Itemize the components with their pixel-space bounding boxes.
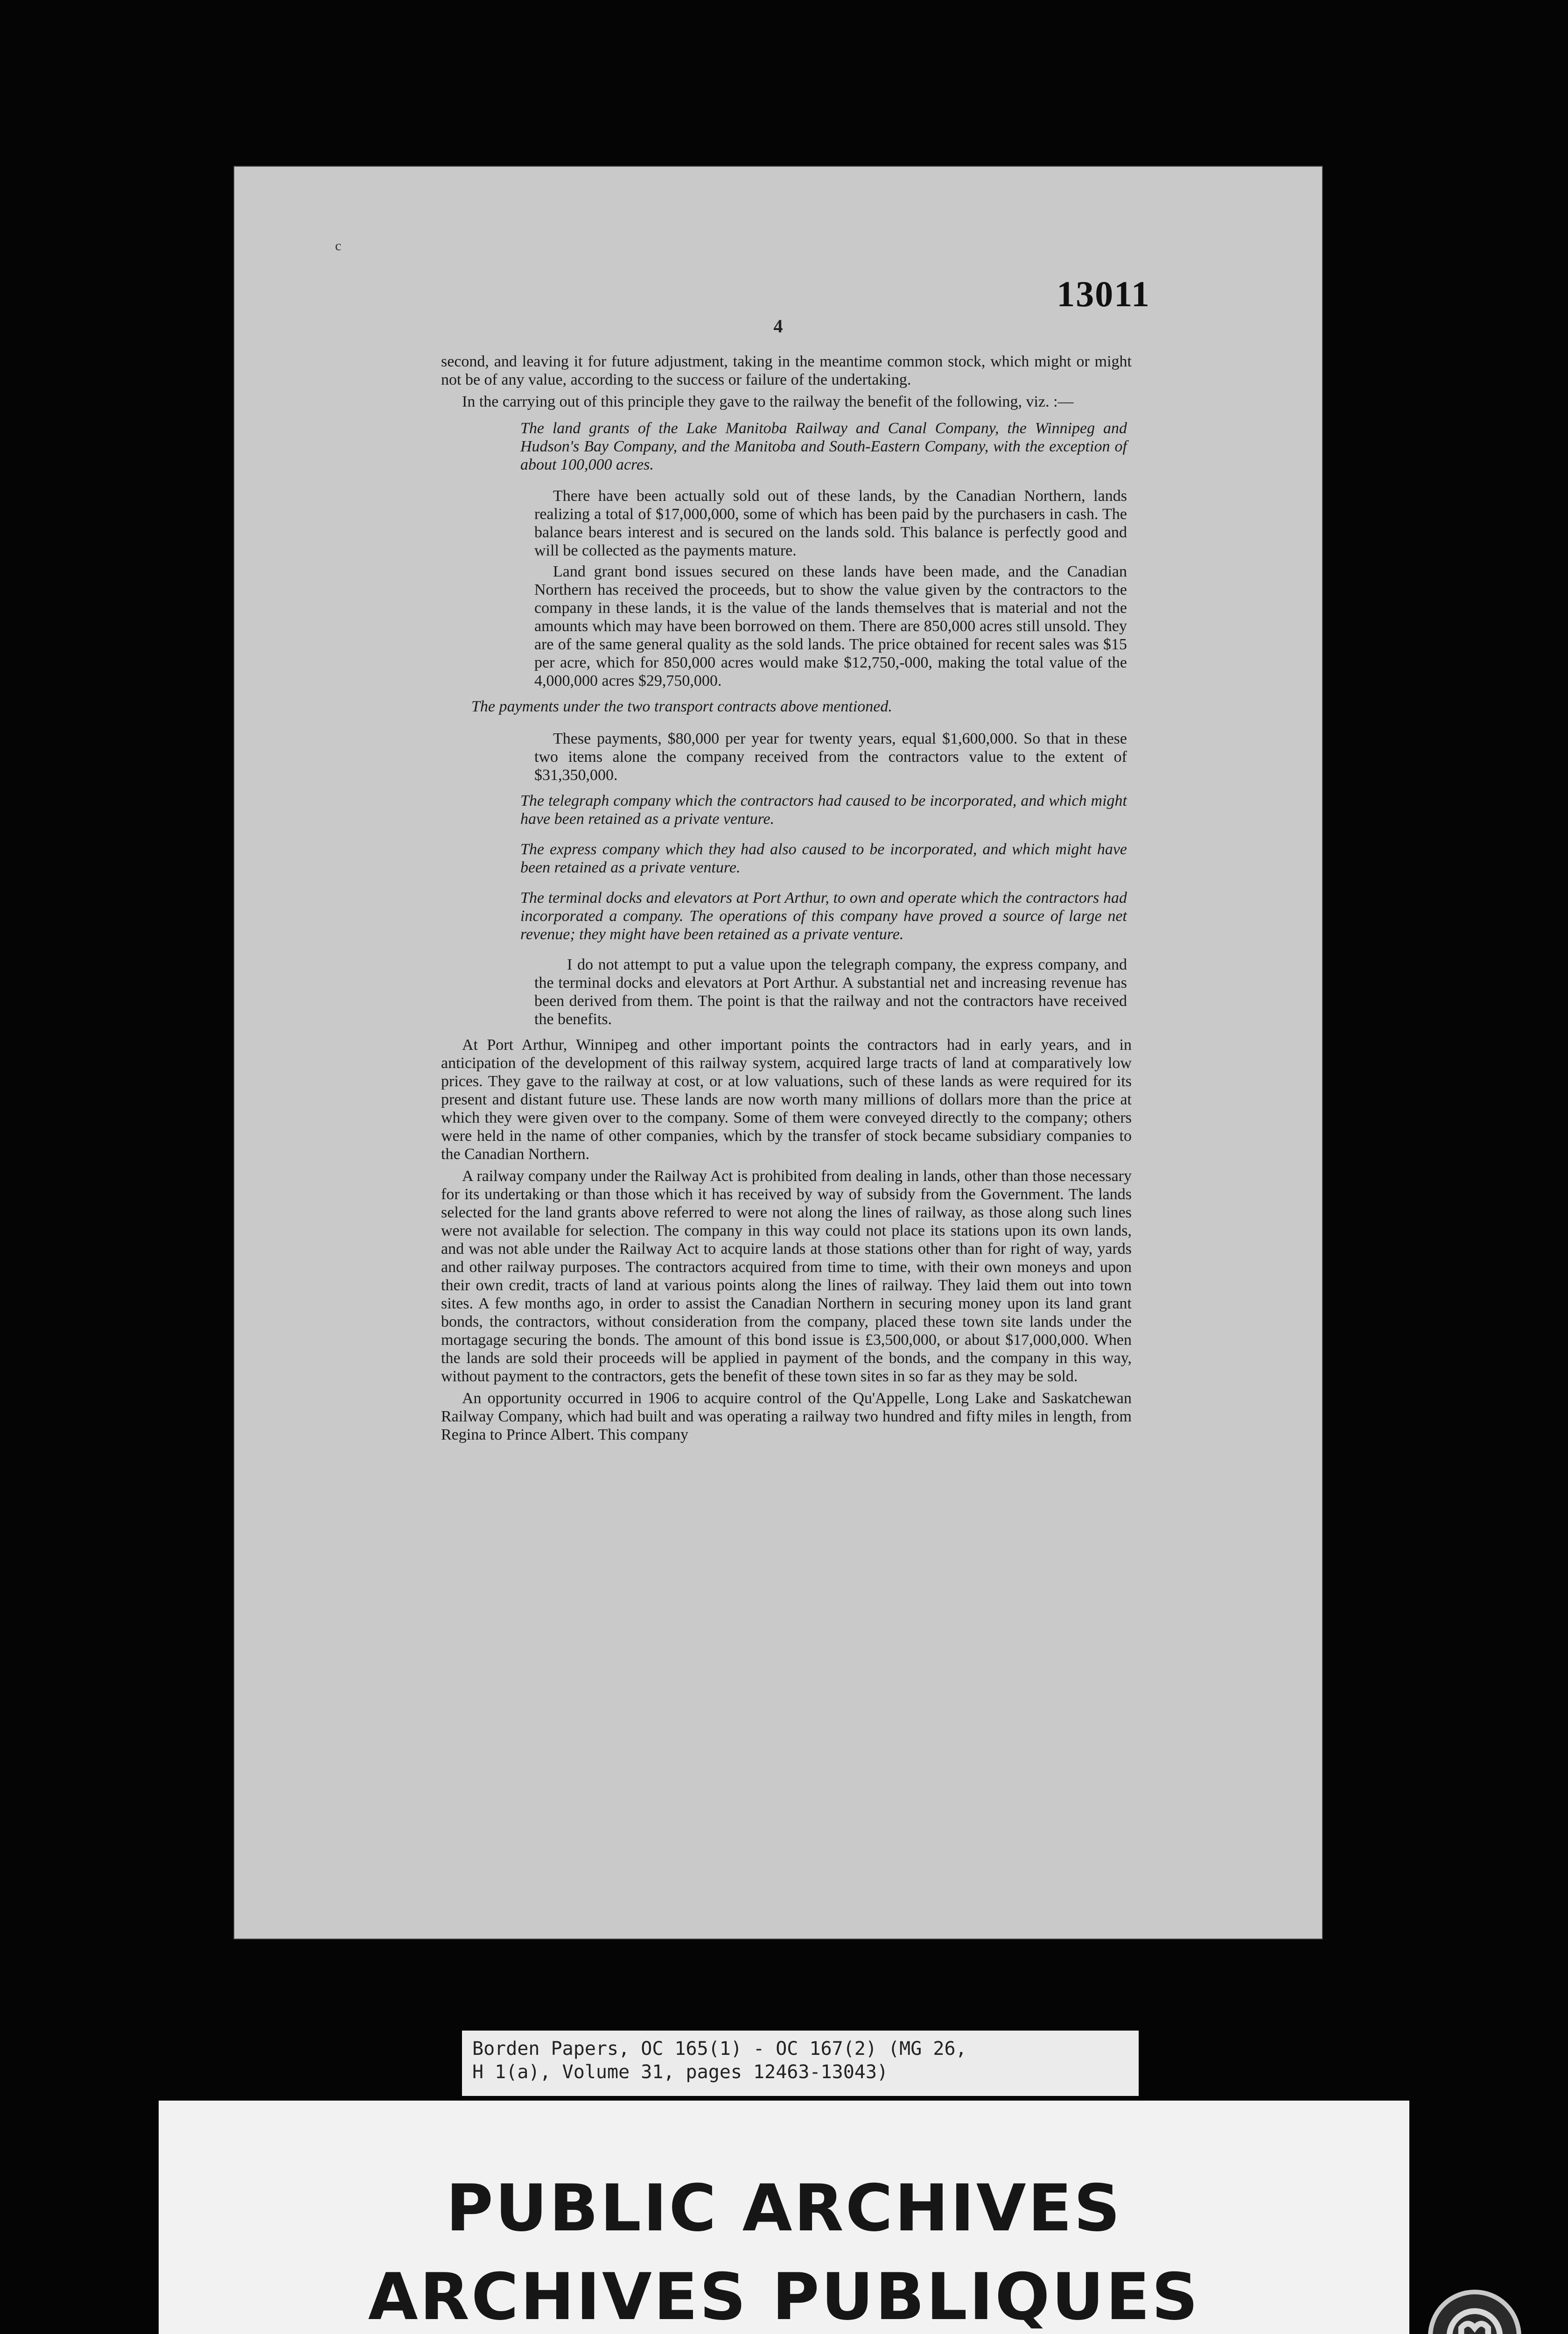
archive-stamp-number: 13011 <box>1057 274 1150 314</box>
paragraph: At Port Arthur, Winnipeg and other important points the contractors had in early years, and in anticipation of the development of this railway system, acquired large tracts of land at comparatively low prices. They gave to the railway at cost, or at low valuations, such of these lands as were required for its present and distant future use. These lands are now worth many millions of dollars more than the price at which they were given over to the company. Some of them were conveyed directly to the company; others were held in the name of other companies, which by the transfer of stock became subsidiary companies to the Canadian Northern. <box>441 1036 1132 1163</box>
archives-title-fr: ARCHIVES PUBLIQUES <box>368 2259 1200 2334</box>
archives-card <box>159 2101 1409 2334</box>
margin-mark: c <box>335 238 342 253</box>
collection-label-line: H 1(a), Volume 31, pages 12463-13043) <box>472 2061 889 2083</box>
comment-paragraph: I do not attempt to put a value upon the telegraph company, the express company, and the terminal docks and elevators at Port Arthur. A substantial net and increasing revenue has been derived from them. The point is that the railway and not the contractors have received the benefits. <box>534 956 1127 1028</box>
document-body <box>441 352 1132 1448</box>
comment-block <box>534 487 1127 690</box>
quoted-item: The land grants of the Lake Manitoba Railway and Canal Company, the Winnipeg and Hudson's Bay Company, and the Manitoba and South-Eastern Company, with the exception of about 100,000 acres. <box>520 420 1127 473</box>
paragraph: A railway company under the Railway Act is prohibited from dealing in lands, other than those necessary for its undertaking or than those which it has received by way of subsidy from the Government. The lands selected for the land grants above referred to were not along the lines of railway, as those along such lines were not available for selection. The company in this way could not place its stations upon its own lands, and was not able under the Railway Act to acquire lands at those stations other than for right of way, yards and other railway purposes. The contractors acquired from time to time, with their own moneys and upon their own credit, tracts of land at various points along the lines of railway. They laid them out into town sites. A few months ago, in order to assist the Canadian Northern in securing money upon its land grant bonds, the contractors, without consideration from the company, placed these town site lands under the mortagage securing the bonds. The amount of this bond issue is £3,500,000, or about $17,000,000. When the lands are sold their proceeds will be applied in payment of the bonds, and the company in this way, without payment to the contractors, gets the benefit of these town sites in so far as they may be sold. <box>441 1167 1132 1385</box>
paragraph: In the carrying out of this principle they gave to the railway the benefit of the following, viz. :— <box>462 393 1074 410</box>
comment-block <box>534 730 1127 784</box>
comment-block <box>534 956 1127 1028</box>
collection-label <box>462 2031 1139 2096</box>
quoted-item: The telegraph company which the contractors had caused to be incorporated, and which might have been retained as a private venture. <box>520 792 1127 828</box>
paragraph: second, and leaving it for future adjustment, taking in the meantime common stock, which might or might not be of any value, according to the success or failure of the undertaking. <box>441 353 1132 388</box>
archives-title-en: PUBLIC ARCHIVES <box>446 2171 1122 2246</box>
paragraph: An opportunity occurred in 1906 to acquire control of the Qu'Appelle, Long Lake and Saskatchewan Railway Company, which had built and was operating a railway two hundred and fifty miles in length, from Regina to Prince Albert. This company <box>441 1390 1132 1443</box>
comment-paragraph: Land grant bond issues secured on these lands have been made, and the Canadian Northern has received the proceeds, but to show the value given by the contractors to the company in these lands, it is the value of the lands themselves that is material and not the amounts which may have been borrowed on them. There are 850,000 acres still unsold. They are of the same general quality as the sold lands. The price obtained for recent sales was $15 per acre, which for 850,000 acres would make $12,750,-000, making the total value of the 4,000,000 acres $29,750,000. <box>534 563 1127 689</box>
page-number: 4 <box>773 316 783 337</box>
comment-paragraph: There have been actually sold out of these lands, by the Canadian Northern, lands realizing a total of $17,000,000, some of which has been paid by the purchasers in cash. The balance bears interest and is secured on the lands sold. This balance is perfectly good and will be collected as the payments mature. <box>534 487 1127 559</box>
collection-label-line: Borden Papers, OC 165(1) - OC 167(2) (MG 26, <box>472 2038 967 2060</box>
quoted-item: The terminal docks and elevators at Port Arthur, to own and operate which the contractors had incorporated a company. The operations of this company have proved a source of large net revenue; they might have been retained as a private venture. <box>520 889 1127 943</box>
archives-logo-svg <box>1433 2294 1517 2334</box>
document-page <box>233 166 1323 1940</box>
comment-paragraph: These payments, $80,000 per year for twenty years, equal $1,600,000. So that in these two items alone the company received from the contractors value to the extent of $31,350,000. <box>534 730 1127 784</box>
quoted-item: The express company which they had also caused to be incorporated, and which might have been retained as a private venture. <box>520 841 1127 876</box>
quoted-item: The payments under the two transport contracts above mentioned. <box>471 698 892 715</box>
archives-logo-icon <box>1428 2290 1521 2334</box>
